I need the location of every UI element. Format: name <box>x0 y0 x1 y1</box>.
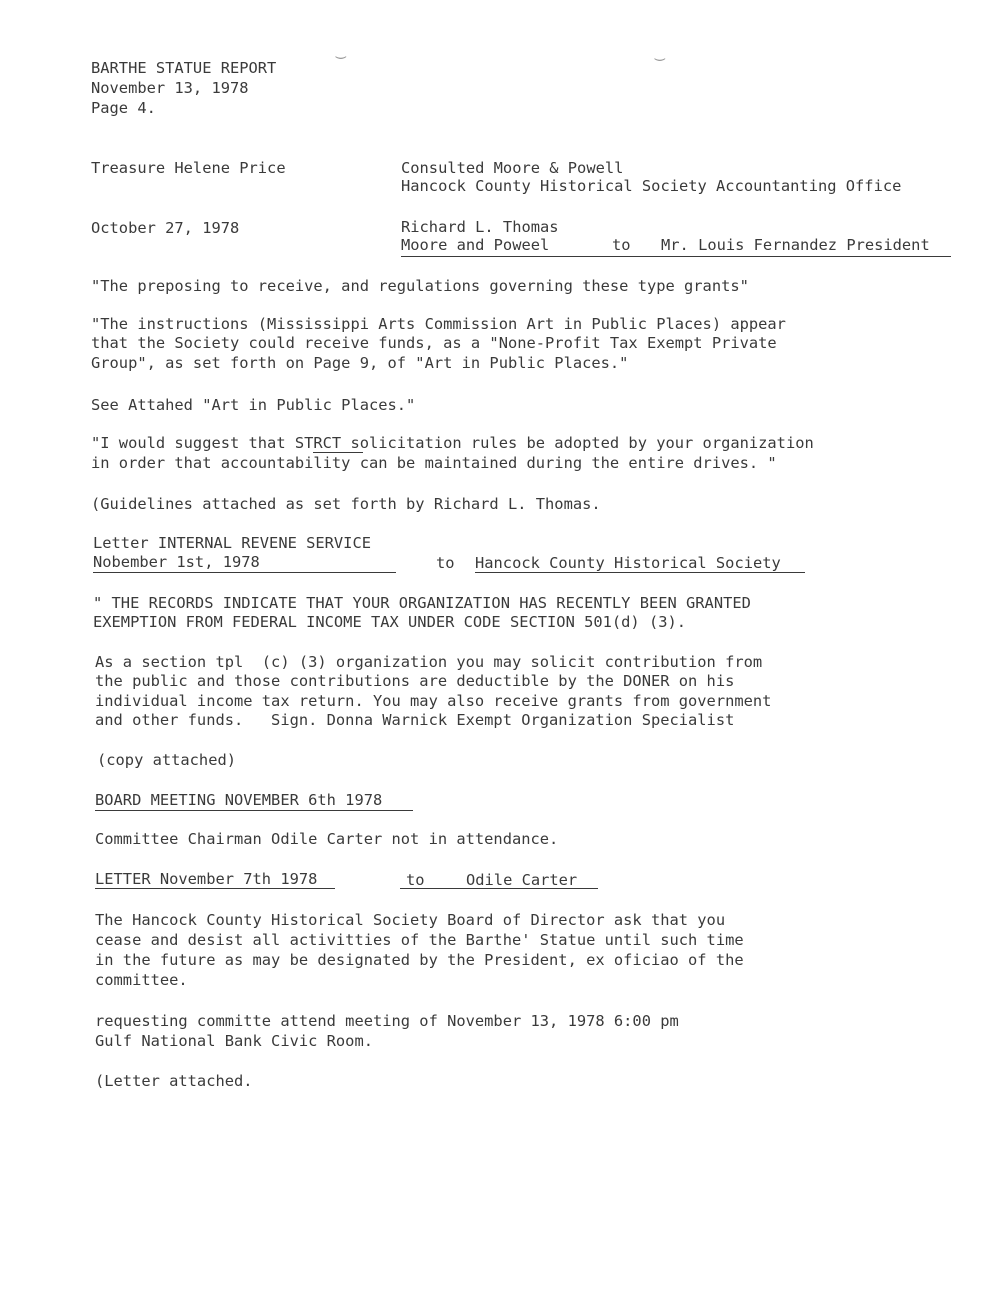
treasurer-name: Treasure Helene Price <box>91 159 286 177</box>
irs-recipient-underline <box>475 572 805 573</box>
irs-quote-line: " THE RECORDS INDICATE THAT YOUR ORGANIZATION HAS RECENTLY BEEN GRANTED <box>93 594 751 612</box>
scan-mark-right: ‿ <box>655 42 665 61</box>
letter-recipient: Odile Carter <box>466 871 578 889</box>
to-word-1: to <box>612 236 631 254</box>
quote-instructions-line: that the Society could receive funds, as a "None-Profit Tax Exempt Private <box>91 334 777 352</box>
request-line: requesting committe attend meeting of November 13, 1978 6:00 pm <box>95 1012 679 1030</box>
letter-body-line: cease and desist all activitties of the Barthe' Statue until such time <box>95 931 744 949</box>
irs-body-line: and other funds. Sign. Donna Warnick Exempt Organization Specialist <box>95 711 735 729</box>
report-title: BARTHE STATUE REPORT <box>91 59 277 77</box>
letter-body-line: committee. <box>95 971 188 989</box>
consulted-line-2: Hancock County Historical Society Accountanting Office <box>401 177 902 195</box>
summary-divider <box>401 256 951 257</box>
irs-underline <box>93 572 396 573</box>
consulted-line-1: Consulted Moore & Powell <box>401 159 624 177</box>
to-word-2: to <box>436 554 455 572</box>
to-word-3: to <box>406 871 425 889</box>
quote-grants: "The preposing to receive, and regulations governing these type grants" <box>91 277 749 295</box>
october-date: October 27, 1978 <box>91 219 240 237</box>
recipient-president: Mr. Louis Fernandez President <box>661 236 930 254</box>
board-meeting-note: Committee Chairman Odile Carter not in attendance. <box>95 830 559 848</box>
letter-recipient-underline <box>400 888 598 889</box>
irs-recipient: Hancock County Historical Society <box>475 554 781 572</box>
quote-suggest-line: "I would suggest that STRCT solicitation rules be adopted by your organization <box>91 434 814 452</box>
report-date: November 13, 1978 <box>91 79 249 97</box>
irs-heading: Letter INTERNAL REVENE SERVICE <box>93 534 371 552</box>
letter-body-line: in the future as may be designated by the President, ex oficiao of the <box>95 951 744 969</box>
scan-mark-left: ‿ <box>336 40 346 59</box>
quote-suggest-line: in order that accountability can be maintained during the entire drives. " <box>91 454 777 472</box>
letter-attached-note: (Letter attached. <box>95 1072 253 1090</box>
letter-body-line: The Hancock County Historical Society Board of Director ask that you <box>95 911 726 929</box>
irs-body-line: As a section tpl (c) (3) organization you may solicit contribution from <box>95 653 763 671</box>
see-attached: See Attahed "Art in Public Places." <box>91 396 416 414</box>
from-line-2: Moore and Poweel <box>401 236 550 254</box>
copy-attached-note: (copy attached) <box>97 751 236 769</box>
letter-heading-underline <box>95 888 335 889</box>
board-meeting-heading: BOARD MEETING NOVEMBER 6th 1978 <box>95 791 383 809</box>
page-number: Page 4. <box>91 99 156 117</box>
irs-body-line: the public and those contributions are deductible by the DONER on his <box>95 672 735 690</box>
quote-instructions-line: Group", as set forth on Page 9, of "Art in Public Places." <box>91 354 629 372</box>
quote-instructions-line: "The instructions (Mississippi Arts Commission Art in Public Places) appear <box>91 315 786 333</box>
irs-body-line: individual income tax return. You may also receive grants from government <box>95 692 772 710</box>
board-meeting-underline <box>95 810 413 811</box>
letter-heading: LETTER November 7th 1978 <box>95 870 318 888</box>
irs-date: Nobember 1st, 1978 <box>93 553 260 571</box>
strct-underline <box>313 452 363 453</box>
irs-quote-line: EXEMPTION FROM FEDERAL INCOME TAX UNDER CODE SECTION 501(d) (3). <box>93 613 687 631</box>
guidelines-note: (Guidelines attached as set forth by Richard L. Thomas. <box>91 495 601 513</box>
from-line-1: Richard L. Thomas <box>401 218 559 236</box>
request-line: Gulf National Bank Civic Room. <box>95 1032 373 1050</box>
